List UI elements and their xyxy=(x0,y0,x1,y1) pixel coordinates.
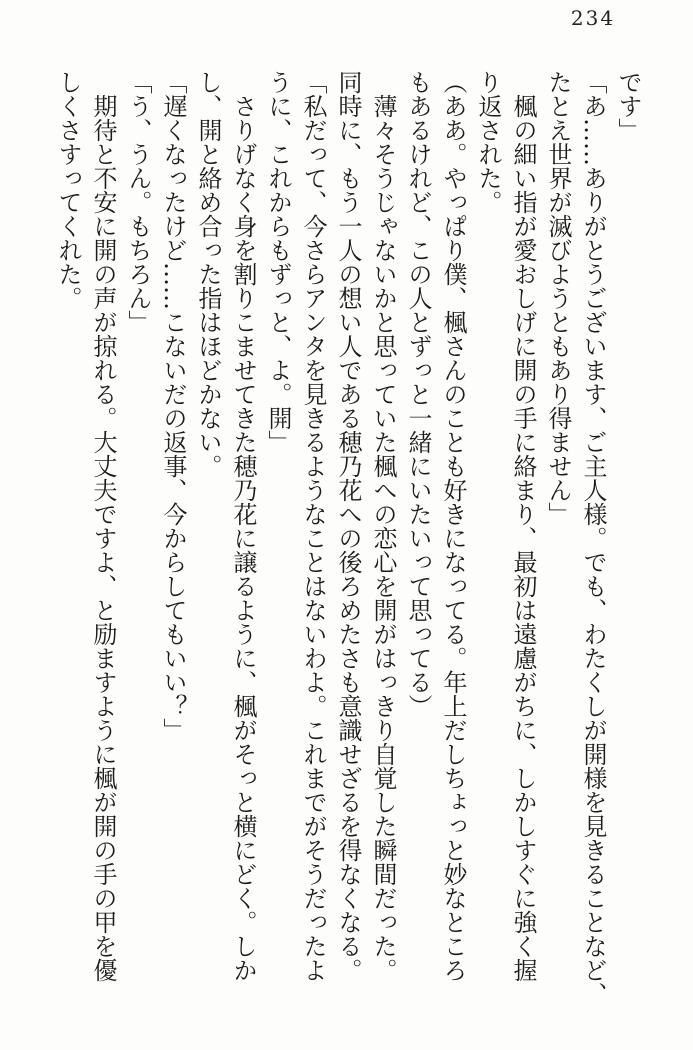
text-line: しくさすってくれた。 xyxy=(54,70,82,310)
text-columns xyxy=(50,70,645,1015)
text-line: 「あ……ありがとうございます、ご主人様。でも、わたくしが開様を見きることなど、 xyxy=(579,70,607,1006)
text-line: し、開と絡め合った指はほどかない。 xyxy=(194,70,222,478)
text-line: 「私だって、今さらアンタを見きるようなことはないわよ。これまでがそうだったよ xyxy=(299,70,327,982)
text-line: もあるけれど、この人とずっと一緒にいたいって思ってる） xyxy=(404,70,432,718)
text-line: さりげなく身を割りこませてきた穂乃花に譲るように、楓がそっと横にどく。しか xyxy=(229,94,257,982)
text-line: （ああ。やっぱり僕、楓さんのことも好きになってる。年上だしちょっと妙なところ xyxy=(439,70,467,982)
text-line: 「う、うん。もちろん」 xyxy=(124,70,152,334)
text-line: たとえ世界が滅びようともあり得ません」 xyxy=(544,70,572,526)
text-line: 期待と不安に開の声が掠れる。大丈夫ですよ、と励ますように楓が開の手の甲を優 xyxy=(89,94,117,982)
text-line: 楓の細い指が愛おしげに開の手に絡まり、最初は遠慮がちに、しかしすぐに強く握 xyxy=(509,94,537,982)
text-line: 「遅くなったけど……こないだの返事、今からしてもいい？」 xyxy=(159,70,187,742)
text-line: うに、これからもずっと、よ。開」 xyxy=(264,70,292,454)
text-line: 薄々そうじゃないかと思っていた楓への恋心を開がはっきり自覚した瞬間だった。 xyxy=(369,94,397,982)
page-number: 234 xyxy=(570,6,616,30)
text-line: です」 xyxy=(614,70,642,142)
text-line: 同時に、もう一人の想い人である穂乃花への後ろめたさも意識せざるを得なくなる。 xyxy=(334,70,362,982)
text-line: り返された。 xyxy=(474,70,502,214)
